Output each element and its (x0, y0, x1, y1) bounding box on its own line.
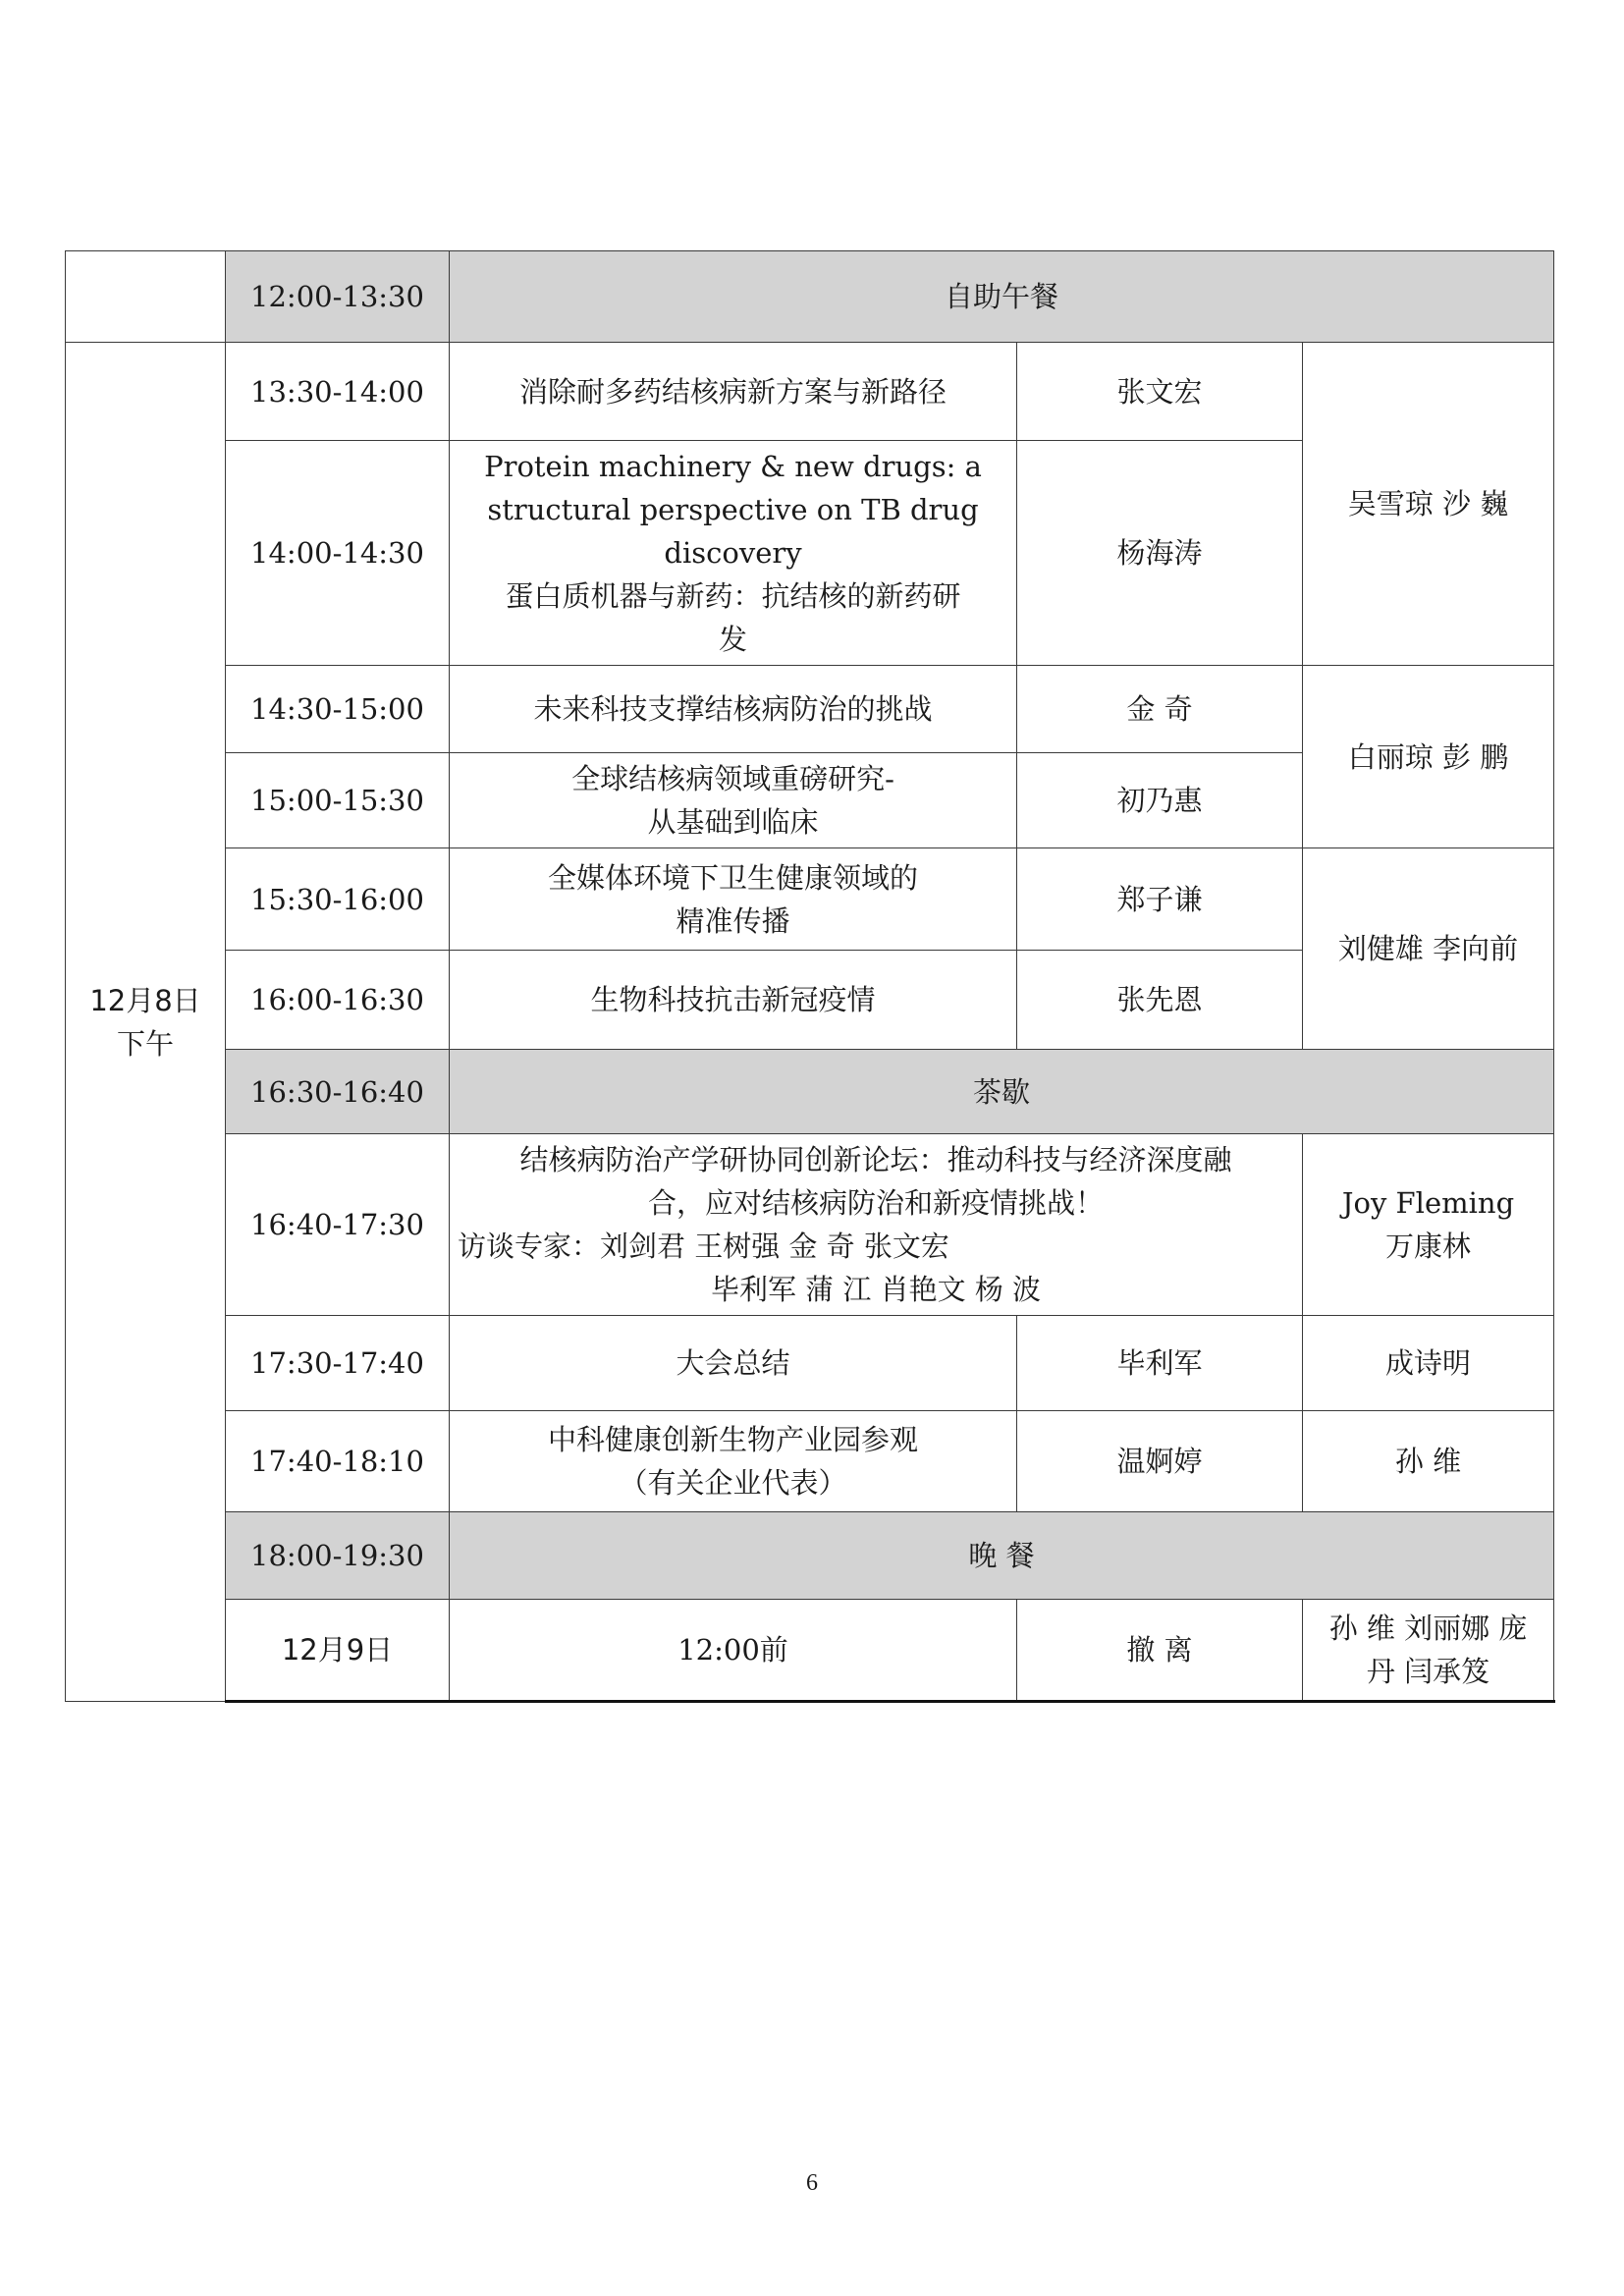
session-title: 晚 餐 (450, 1512, 1554, 1600)
speaker-cell: 温婀婷 (1017, 1411, 1303, 1512)
talk-title (450, 848, 1017, 951)
title-line: structural perspective on TB drug (487, 493, 979, 526)
time-cell: 14:00-14:30 (226, 441, 450, 666)
time-cell: 12:00前 (450, 1600, 1017, 1702)
speaker-cell: 郑子谦 (1017, 848, 1303, 951)
talk-title: 生物科技抗击新冠疫情 (450, 951, 1017, 1050)
title-line: 蛋白质机器与新药：抗结核的新药研 (505, 579, 961, 613)
date-label: 12月8日 (89, 983, 201, 1017)
table-row (66, 343, 1554, 441)
speaker-cell: 金 奇 (1017, 666, 1303, 753)
time-cell: 16:30-16:40 (226, 1050, 450, 1134)
chair-cell: 白丽琼 彭 鹏 (1303, 666, 1554, 848)
talk-title (450, 441, 1017, 666)
chair-name: Joy Fleming (1341, 1186, 1515, 1220)
talk-title: 未来科技支撑结核病防治的挑战 (450, 666, 1017, 753)
table-row (66, 666, 1554, 753)
title-line: 从基础到临床 (647, 805, 819, 839)
time-cell: 15:00-15:30 (226, 753, 450, 848)
table-row (66, 1134, 1554, 1316)
schedule-table (65, 250, 1554, 1703)
talk-title: 撤 离 (1017, 1600, 1303, 1702)
page-number: 6 (806, 2170, 818, 2196)
table-row (66, 1411, 1554, 1512)
title-line: 精准传播 (676, 903, 790, 938)
session-title: 自助午餐 (450, 251, 1554, 343)
time-cell: 16:00-16:30 (226, 951, 450, 1050)
time-cell: 14:30-15:00 (226, 666, 450, 753)
experts-line: 访谈专家：刘剑君 王树强 金 奇 张文宏 (458, 1230, 949, 1263)
date-cell-dec8 (66, 343, 226, 1702)
date-cell-dec9: 12月9日 (226, 1600, 450, 1702)
forum-title (450, 1134, 1303, 1316)
talk-title: 消除耐多药结核病新方案与新路径 (450, 343, 1017, 441)
table-row (66, 251, 1554, 343)
speaker-cell: 毕利军 (1017, 1316, 1303, 1411)
time-cell: 13:30-14:00 (226, 343, 450, 441)
talk-title (450, 753, 1017, 848)
time-cell: 15:30-16:00 (226, 848, 450, 951)
table-row (66, 1316, 1554, 1411)
title-line: 全媒体环境下卫生健康领域的 (547, 860, 918, 895)
experts-line: 毕利军 蒲 江 肖艳文 杨 波 (710, 1273, 1042, 1306)
session-title: 茶歇 (450, 1050, 1554, 1134)
time-cell: 18:00-19:30 (226, 1512, 450, 1600)
title-line: discovery (664, 536, 802, 570)
chair-name: 万康林 (1385, 1230, 1472, 1263)
title-line: 中科健康创新生物产业园参观 (547, 1423, 918, 1456)
speaker-cell: 初乃惠 (1017, 753, 1303, 848)
talk-title: 大会总结 (450, 1316, 1017, 1411)
time-cell: 17:30-17:40 (226, 1316, 450, 1411)
title-line: Protein machinery & new drugs: a (484, 450, 982, 483)
speaker-cell: 张文宏 (1017, 343, 1303, 441)
time-cell: 12:00-13:30 (226, 251, 450, 343)
title-line: 合，应对结核病防治和新疫情挑战！ (647, 1186, 1104, 1220)
people-cell: 孙 维 刘丽娜 庞 丹 闫承笈 (1303, 1600, 1554, 1702)
title-line: 发 (718, 623, 747, 656)
table-row (66, 1600, 1554, 1702)
date-period: 下午 (116, 1026, 174, 1061)
title-line: （有关企业代表） (619, 1466, 847, 1500)
title-line: 结核病防治产学研协同创新论坛：推动科技与经济深度融 (519, 1143, 1232, 1176)
title-line: 全球结核病领域重磅研究- (571, 762, 894, 795)
table-row (66, 1050, 1554, 1134)
speaker-cell: 张先恩 (1017, 951, 1303, 1050)
table-row (66, 1512, 1554, 1600)
time-cell: 16:40-17:30 (226, 1134, 450, 1316)
table-row (66, 848, 1554, 951)
time-cell: 17:40-18:10 (226, 1411, 450, 1512)
date-cell-blank (66, 251, 226, 343)
talk-title (450, 1411, 1017, 1512)
chair-cell: 孙 维 (1303, 1411, 1554, 1512)
chair-cell: 吴雪琼 沙 巍 (1303, 343, 1554, 666)
chair-cell: 成诗明 (1303, 1316, 1554, 1411)
speaker-cell: 杨海涛 (1017, 441, 1303, 666)
chair-cell: 刘健雄 李向前 (1303, 848, 1554, 1050)
chair-cell (1303, 1134, 1554, 1316)
